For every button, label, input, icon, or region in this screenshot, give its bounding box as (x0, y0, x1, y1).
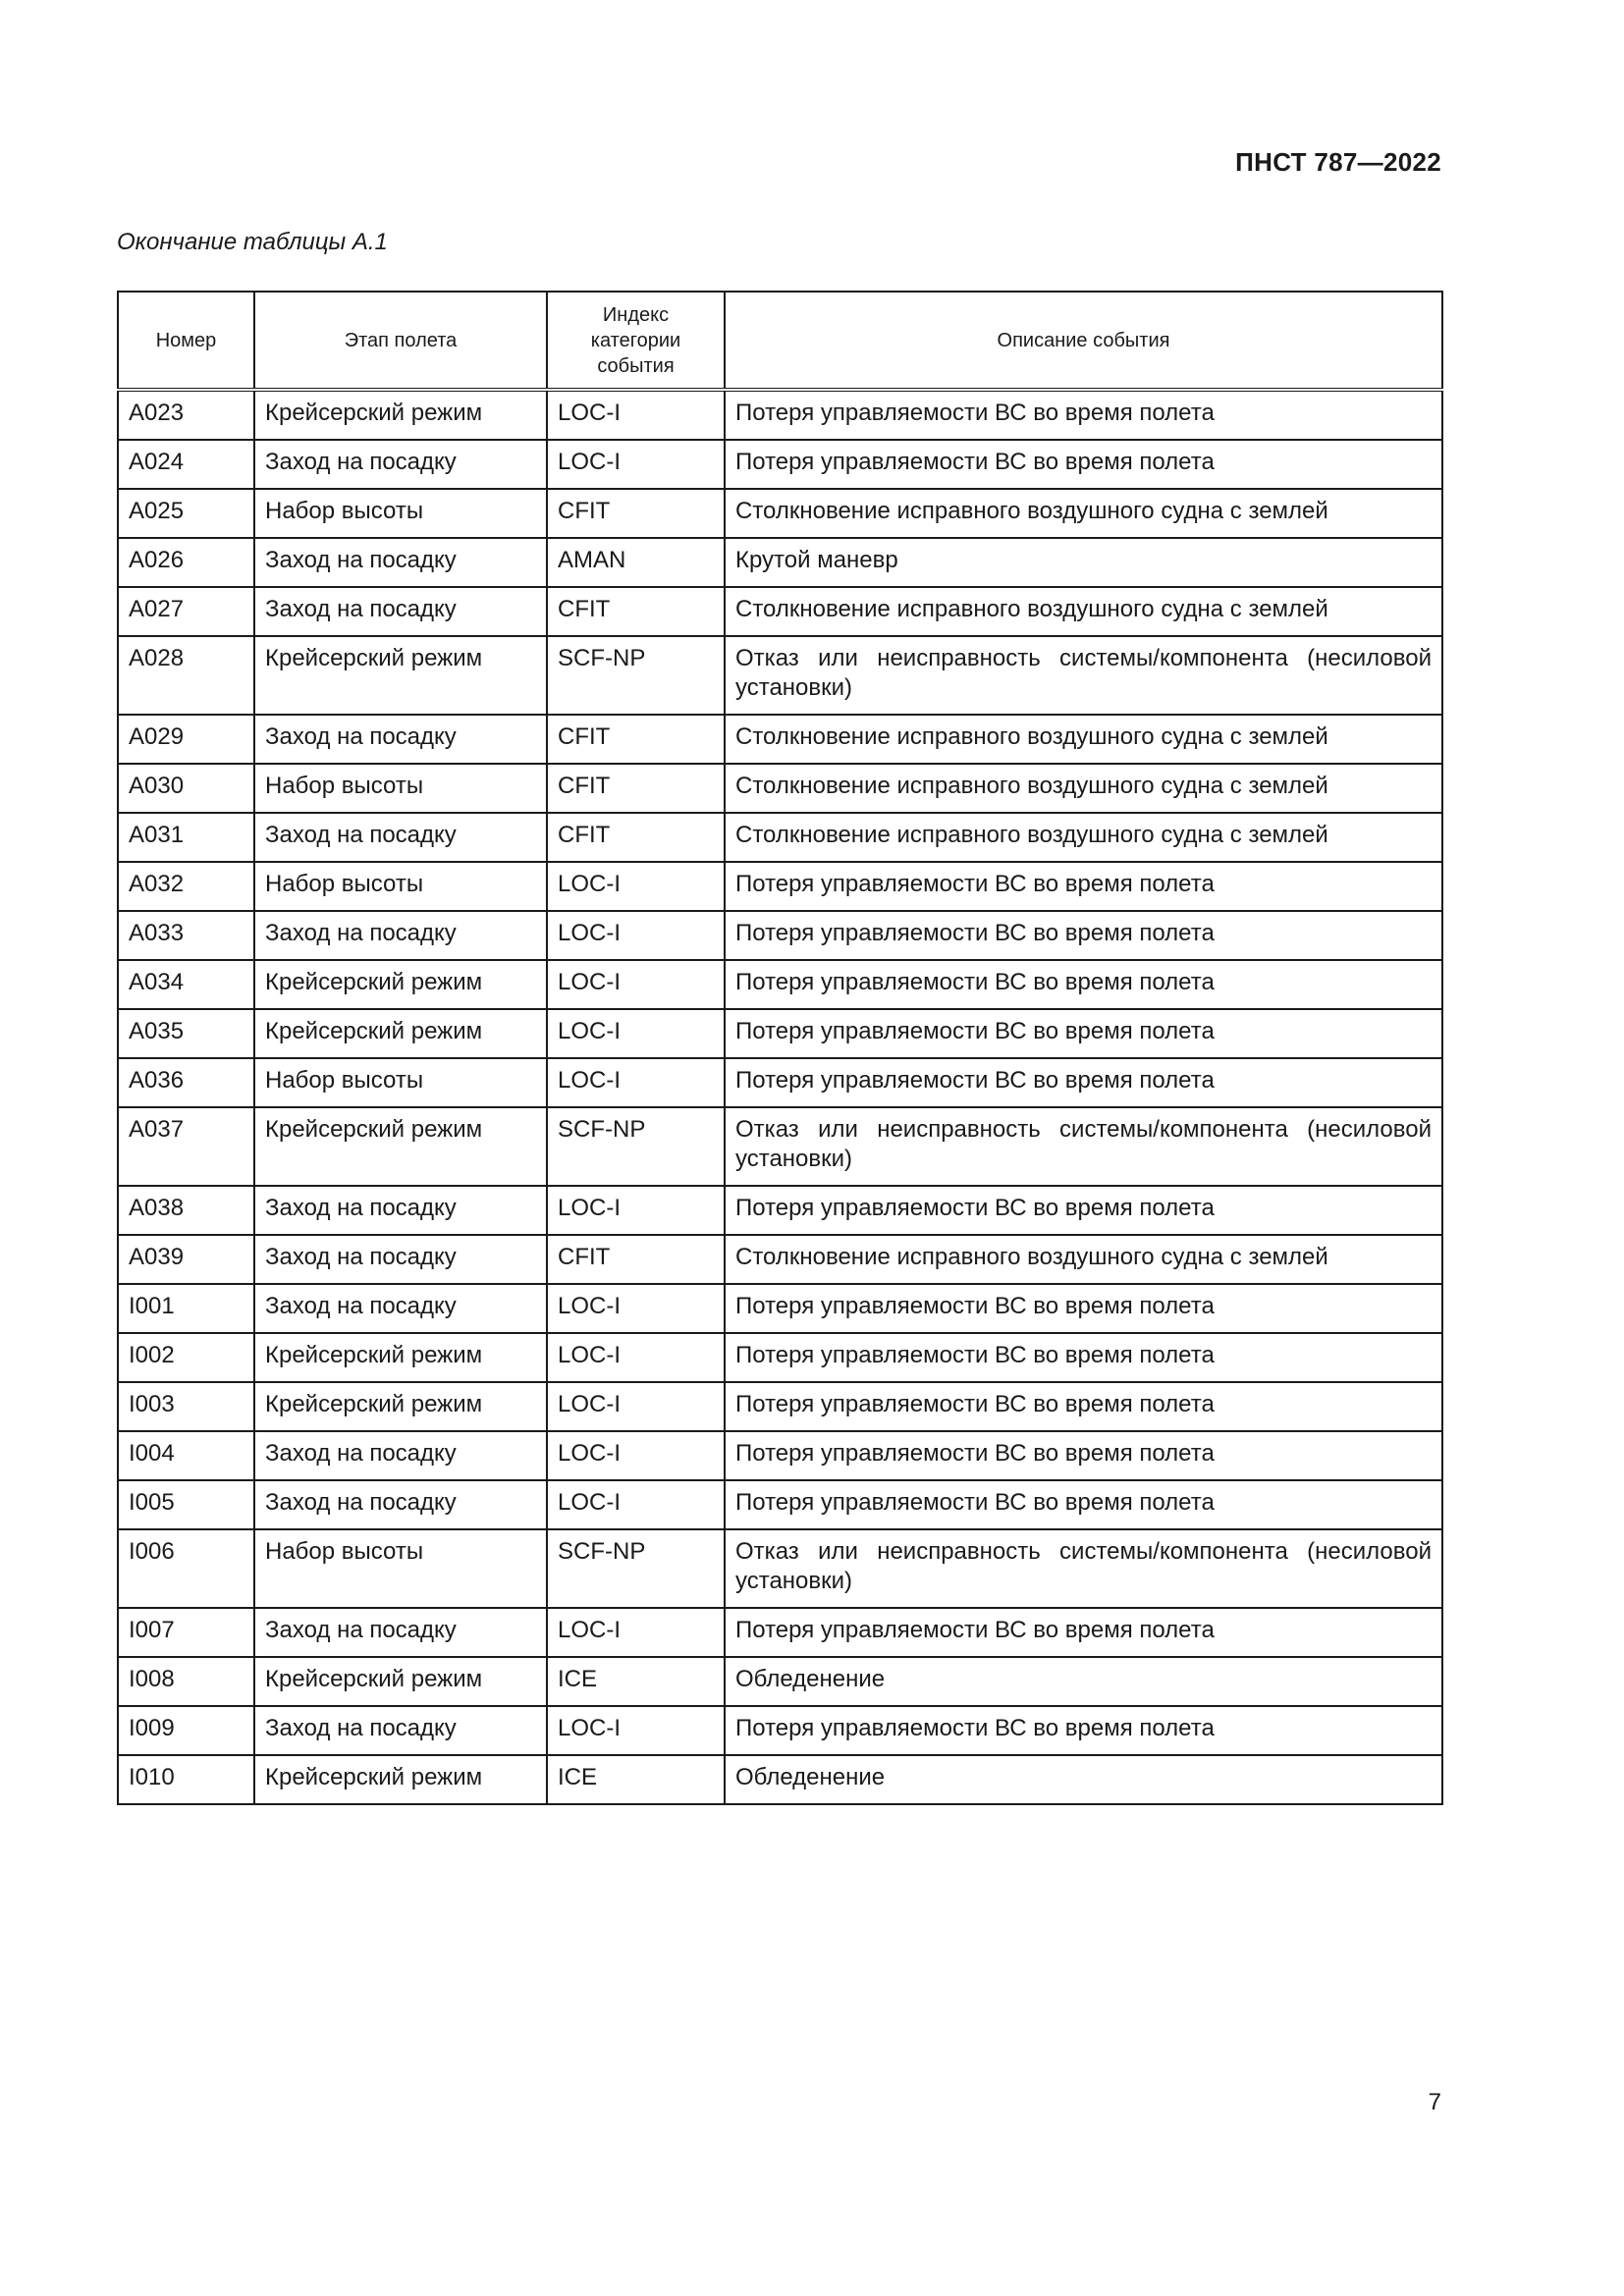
cell-number: А027 (118, 587, 254, 636)
cell-flight-phase: Заход на посадку (254, 538, 547, 587)
cell-number: А034 (118, 960, 254, 1009)
cell-event-description: Отказ или неисправность системы/компонента (несиловой установки) (725, 1529, 1442, 1608)
cell-number: I010 (118, 1755, 254, 1804)
cell-flight-phase: Заход на посадку (254, 1284, 547, 1333)
table-row (118, 440, 1442, 489)
cell-flight-phase: Заход на посадку (254, 440, 547, 489)
table-row (118, 1480, 1442, 1529)
cell-number: I004 (118, 1431, 254, 1480)
cell-number: I009 (118, 1706, 254, 1755)
table-row (118, 1382, 1442, 1431)
cell-number: А025 (118, 489, 254, 538)
cell-flight-phase: Заход на посадку (254, 1706, 547, 1755)
cell-flight-phase: Заход на посадку (254, 911, 547, 960)
cell-number: А032 (118, 862, 254, 911)
cell-category-index: LOC-I (547, 1608, 725, 1657)
cell-event-description: Потеря управляемости ВС во время полета (725, 1186, 1442, 1235)
cell-category-index: LOC-I (547, 440, 725, 489)
cell-flight-phase: Крейсерский режим (254, 1657, 547, 1706)
table-row (118, 1657, 1442, 1706)
cell-category-index: SCF-NP (547, 636, 725, 715)
cell-flight-phase: Набор высоты (254, 862, 547, 911)
cell-category-index: LOC-I (547, 1284, 725, 1333)
cell-flight-phase: Набор высоты (254, 489, 547, 538)
table-row (118, 390, 1442, 440)
cell-event-description: Столкновение исправного воздушного судна с землей (725, 764, 1442, 813)
cell-category-index: LOC-I (547, 911, 725, 960)
cell-flight-phase: Крейсерский режим (254, 1333, 547, 1382)
cell-event-description: Потеря управляемости ВС во время полета (725, 862, 1442, 911)
cell-event-description: Потеря управляемости ВС во время полета (725, 960, 1442, 1009)
table-row (118, 1107, 1442, 1186)
cell-event-description: Потеря управляемости ВС во время полета (725, 1480, 1442, 1529)
cell-number: А031 (118, 813, 254, 862)
column-header-flight-phase: Этап полета (254, 292, 547, 390)
cell-number: I007 (118, 1608, 254, 1657)
table-row (118, 538, 1442, 587)
cell-category-index: ICE (547, 1755, 725, 1804)
cell-category-index: AMAN (547, 538, 725, 587)
events-table-container (117, 291, 1441, 1805)
cell-number: А039 (118, 1235, 254, 1284)
cell-event-description: Столкновение исправного воздушного судна с землей (725, 587, 1442, 636)
cell-flight-phase: Крейсерский режим (254, 1755, 547, 1804)
table-row (118, 1284, 1442, 1333)
cell-flight-phase: Заход на посадку (254, 1608, 547, 1657)
table-row (118, 489, 1442, 538)
cell-event-description: Потеря управляемости ВС во время полета (725, 1009, 1442, 1058)
table-row (118, 1186, 1442, 1235)
table-row (118, 960, 1442, 1009)
cell-event-description: Столкновение исправного воздушного судна с землей (725, 715, 1442, 764)
cell-number: А028 (118, 636, 254, 715)
cell-number: I001 (118, 1284, 254, 1333)
table-row (118, 862, 1442, 911)
cell-flight-phase: Заход на посадку (254, 587, 547, 636)
table-row (118, 1608, 1442, 1657)
table-row (118, 1706, 1442, 1755)
cell-event-description: Обледенение (725, 1755, 1442, 1804)
document-code: ПНСТ 787—2022 (1235, 147, 1441, 177)
cell-event-description: Потеря управляемости ВС во время полета (725, 1058, 1442, 1107)
cell-event-description: Потеря управляемости ВС во время полета (725, 1431, 1442, 1480)
cell-number: I003 (118, 1382, 254, 1431)
cell-number: I002 (118, 1333, 254, 1382)
table-row (118, 1058, 1442, 1107)
cell-number: А024 (118, 440, 254, 489)
cell-category-index: LOC-I (547, 1009, 725, 1058)
cell-flight-phase: Крейсерский режим (254, 1382, 547, 1431)
cell-category-index: LOC-I (547, 960, 725, 1009)
cell-category-index: SCF-NP (547, 1529, 725, 1608)
cell-category-index: CFIT (547, 587, 725, 636)
cell-event-description: Потеря управляемости ВС во время полета (725, 1706, 1442, 1755)
cell-event-description: Потеря управляемости ВС во время полета (725, 390, 1442, 440)
table-row (118, 636, 1442, 715)
cell-category-index: CFIT (547, 813, 725, 862)
cell-event-description: Потеря управляемости ВС во время полета (725, 1333, 1442, 1382)
column-header-category-index: Индекс категории события (547, 292, 725, 390)
cell-number: А026 (118, 538, 254, 587)
column-header-event-description: Описание события (725, 292, 1442, 390)
page-number: 7 (1428, 2089, 1441, 2115)
table-row (118, 1755, 1442, 1804)
cell-flight-phase: Заход на посадку (254, 1186, 547, 1235)
cell-category-index: LOC-I (547, 1186, 725, 1235)
cell-number: I005 (118, 1480, 254, 1529)
cell-category-index: CFIT (547, 764, 725, 813)
cell-event-description: Потеря управляемости ВС во время полета (725, 1382, 1442, 1431)
cell-category-index: CFIT (547, 489, 725, 538)
cell-flight-phase: Крейсерский режим (254, 390, 547, 440)
column-header-number: Номер (118, 292, 254, 390)
cell-category-index: LOC-I (547, 390, 725, 440)
table-row (118, 715, 1442, 764)
cell-flight-phase: Набор высоты (254, 764, 547, 813)
cell-event-description: Столкновение исправного воздушного судна с землей (725, 813, 1442, 862)
cell-number: I006 (118, 1529, 254, 1608)
table-body (118, 390, 1442, 1804)
cell-category-index: LOC-I (547, 1706, 725, 1755)
cell-category-index: LOC-I (547, 862, 725, 911)
cell-event-description: Потеря управляемости ВС во время полета (725, 1608, 1442, 1657)
cell-flight-phase: Крейсерский режим (254, 1107, 547, 1186)
cell-category-index: ICE (547, 1657, 725, 1706)
table-row (118, 1235, 1442, 1284)
cell-flight-phase: Крейсерский режим (254, 960, 547, 1009)
cell-number: А023 (118, 390, 254, 440)
cell-event-description: Обледенение (725, 1657, 1442, 1706)
cell-category-index: LOC-I (547, 1058, 725, 1107)
table-row (118, 911, 1442, 960)
cell-category-index: LOC-I (547, 1431, 725, 1480)
cell-event-description: Столкновение исправного воздушного судна с землей (725, 489, 1442, 538)
cell-category-index: LOC-I (547, 1333, 725, 1382)
cell-number: I008 (118, 1657, 254, 1706)
cell-event-description: Крутой маневр (725, 538, 1442, 587)
cell-category-index: CFIT (547, 1235, 725, 1284)
cell-flight-phase: Набор высоты (254, 1058, 547, 1107)
cell-number: А035 (118, 1009, 254, 1058)
cell-flight-phase: Набор высоты (254, 1529, 547, 1608)
cell-number: А038 (118, 1186, 254, 1235)
cell-event-description: Потеря управляемости ВС во время полета (725, 1284, 1442, 1333)
table-row (118, 1009, 1442, 1058)
cell-category-index: SCF-NP (547, 1107, 725, 1186)
table-row (118, 813, 1442, 862)
table-row (118, 1529, 1442, 1608)
cell-flight-phase: Заход на посадку (254, 813, 547, 862)
table-header-row (118, 292, 1442, 390)
cell-flight-phase: Крейсерский режим (254, 636, 547, 715)
cell-flight-phase: Крейсерский режим (254, 1009, 547, 1058)
cell-flight-phase: Заход на посадку (254, 1480, 547, 1529)
cell-number: А033 (118, 911, 254, 960)
cell-event-description: Отказ или неисправность системы/компонента (несиловой установки) (725, 636, 1442, 715)
cell-category-index: LOC-I (547, 1382, 725, 1431)
cell-number: А037 (118, 1107, 254, 1186)
cell-category-index: CFIT (547, 715, 725, 764)
table-row (118, 587, 1442, 636)
cell-event-description: Потеря управляемости ВС во время полета (725, 911, 1442, 960)
cell-number: А029 (118, 715, 254, 764)
table-row (118, 1333, 1442, 1382)
events-table (117, 291, 1443, 1805)
cell-number: А036 (118, 1058, 254, 1107)
table-caption: Окончание таблицы А.1 (117, 229, 388, 255)
table-row (118, 1431, 1442, 1480)
cell-flight-phase: Заход на посадку (254, 1431, 547, 1480)
table-row (118, 764, 1442, 813)
cell-flight-phase: Заход на посадку (254, 715, 547, 764)
cell-event-description: Столкновение исправного воздушного судна с землей (725, 1235, 1442, 1284)
cell-number: А030 (118, 764, 254, 813)
cell-event-description: Отказ или неисправность системы/компонента (несиловой установки) (725, 1107, 1442, 1186)
cell-flight-phase: Заход на посадку (254, 1235, 547, 1284)
cell-event-description: Потеря управляемости ВС во время полета (725, 440, 1442, 489)
cell-category-index: LOC-I (547, 1480, 725, 1529)
